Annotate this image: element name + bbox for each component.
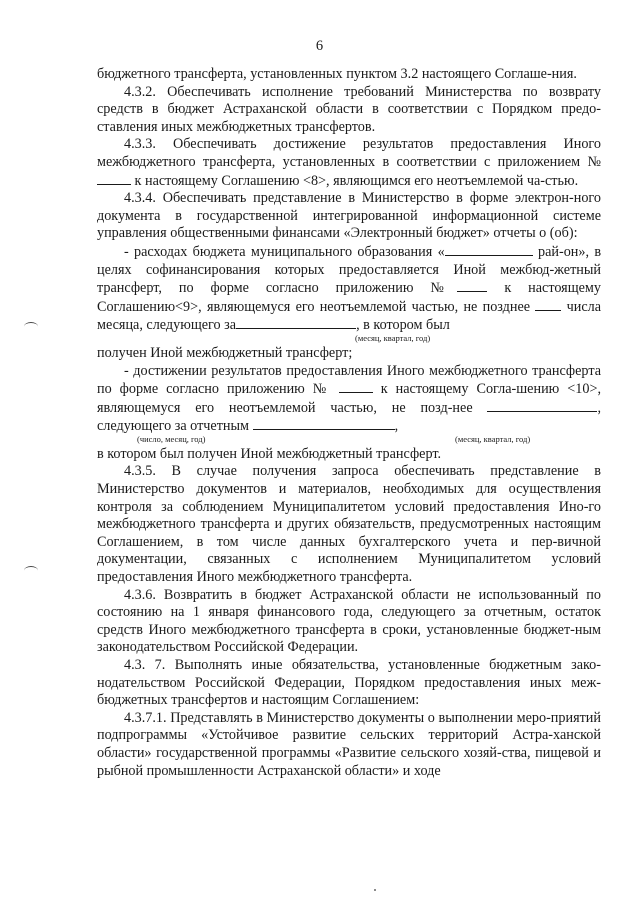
text-segment: 4.3.3. Обеспечивать достижение результатов предоставления Иного межбюджетного трансферта, установленных в соответствии с приложением № <box>97 136 601 170</box>
page-number: 6 <box>315 38 324 54</box>
paragraph-4-3-3 <box>97 136 601 190</box>
blank-field <box>97 172 131 185</box>
text-segment: - расходах бюджета муниципального образования « <box>124 243 445 260</box>
paragraph-4-3-2: 4.3.2. Обеспечивать исполнение требований Министерства по возврату средств в бюджет Астраханской области в соответствии с Порядком предо-ставления иных межбюджетных трансфертов. <box>97 83 601 135</box>
field-caption-row <box>97 433 601 446</box>
text-segment: рай-он», в целях софинансирования которых предоставляется Иной межбюд-жетный трансферт, по форме согласно приложению № <box>97 243 602 297</box>
paragraph: в котором был получен Иной межбюджетный трансферт. <box>97 445 442 462</box>
blank-field <box>339 380 373 393</box>
document-body <box>97 66 601 780</box>
paragraph-4-3-5: 4.3.5. В случае получения запроса обеспечивать представление в Министерство документов и материалов, необходимых для осуществления контроля за соблюдением Муниципалитетом условий предоставления Ино-го межбюджетного трансферта и других обязательств, предусмотренных настоящим Соглашением, в том числе данных бухгалтерского учета и пер-вичной документации, связанных с исполнением Муниципалитетом условий предоставления Иного межбюджетного трансферта. <box>97 463 601 586</box>
text-segment: к настоящему Соглашению<9>, являющемуся его неотъемлемой частью, не позднее <box>97 280 601 315</box>
paragraph-4-3-7: 4.3. 7. Выполнять иные обязательства, установленные бюджетным зако-нодательством Российской Федерации, Порядком предоставления иных меж-бюджетных трансфертов и настоящим Соглашением: <box>97 657 601 709</box>
blank-field <box>457 279 487 292</box>
field-caption: (месяц, квартал, год) <box>355 332 431 343</box>
text-segment: к настоящему Согла-шению <10>, являющемуся его неотъемлемой частью, не позд-нее <box>97 381 601 416</box>
scan-speck <box>374 889 376 891</box>
punch-hole-mark <box>24 566 38 575</box>
text-segment: числа месяца, следующего за <box>97 298 602 334</box>
paragraph-report-expenses <box>97 243 601 335</box>
paragraph: бюджетного трансферта, установленных пунктом 3.2 настоящего Соглаше-ния. <box>97 66 577 82</box>
text-segment: к настоящему Соглашению <8>, являющимся его неотъемлемой ча-стью. <box>134 172 579 189</box>
paragraph: получен Иной межбюджетный трансферт; <box>97 344 353 361</box>
paragraph-4-3-6: 4.3.6. Возвратить в бюджет Астраханской области не использованный по состоянию на 1 января финансового года, следующего за отчетным, остаток средств Иного межбюджетного трансферта в сроки, установленные бюджет-ным законодательством Российской Федерации. <box>97 586 601 656</box>
text-segment: , следующего за отчетным <box>97 399 602 435</box>
text-segment: - достижении результатов предоставления Иного межбюджетного трансферта по форме согласно приложению № <box>97 362 601 398</box>
blank-field <box>253 417 395 430</box>
blank-field <box>236 316 356 329</box>
paragraph-4-3-4: 4.3.4. Обеспечивать представление в Министерство в форме электрон-ного документа в государственной интегрированной информационной системе управления общественными финансами «Электронный бюджет» отчеты о (об): <box>97 190 601 242</box>
paragraph-report-results <box>97 363 601 436</box>
field-caption: (месяц, квартал, год) <box>455 433 531 444</box>
field-caption: (число, месяц, год) <box>137 433 206 444</box>
punch-hole-mark <box>24 322 38 331</box>
blank-field <box>535 298 561 311</box>
field-caption-row <box>97 332 601 345</box>
blank-field <box>445 243 533 256</box>
text-segment: , <box>394 418 399 435</box>
text-segment: , в котором был <box>356 317 450 334</box>
blank-field <box>487 399 597 412</box>
paragraph-4-3-7-1: 4.3.7.1. Представлять в Министерство документы о выполнении меро-приятий подпрограммы «Устойчивое развитие сельских территорий Астра-ханской области» государственной программы «Развитие сельского хозяй-ства, пищевой и рыбной промышленности Астраханской области» и ходе <box>97 709 601 779</box>
